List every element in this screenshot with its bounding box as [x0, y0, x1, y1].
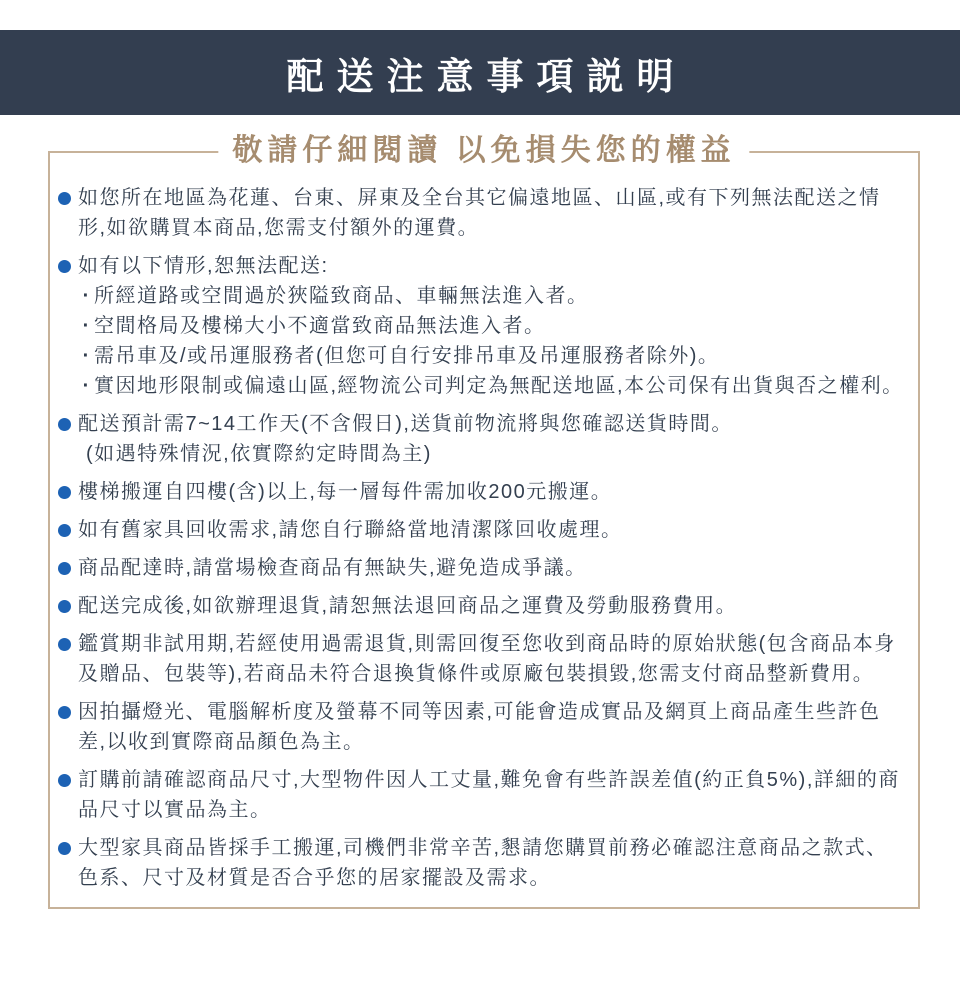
- page-title: 配送注意事項説明: [286, 55, 687, 97]
- notice-legend: 敬請仔細閱讀 以免損失您的權益: [218, 131, 749, 171]
- bullet-icon: [58, 562, 71, 575]
- sub-item: [78, 371, 906, 401]
- item-text: 配送預計需7~14工作天(不含假日),送貨前物流將與您確認送貨時間。: [78, 413, 733, 435]
- item-text: 訂購前請確認商品尺寸,大型物件因人工丈量,難免會有些許誤差值(約正負5%),詳細的商品尺寸以實品為主。: [78, 769, 900, 821]
- item-body: [78, 409, 906, 469]
- dot-icon: ·: [82, 345, 90, 367]
- page: [0, 30, 960, 909]
- bullet-icon: [58, 638, 71, 651]
- dot-icon: ·: [82, 285, 90, 307]
- notice-item: [56, 591, 906, 621]
- notice-box: [48, 134, 920, 909]
- bullet-icon: [58, 774, 71, 787]
- header-bar: [0, 30, 960, 115]
- sub-item: [78, 341, 906, 371]
- notice-item: [56, 629, 906, 689]
- sub-item: [78, 311, 906, 341]
- item-body: [78, 251, 906, 401]
- bullet-icon: [58, 192, 71, 205]
- dot-icon: ·: [82, 315, 90, 337]
- notice-item: [56, 183, 906, 243]
- bullet-icon: [58, 418, 71, 431]
- sub-item-text: 需吊車及/或吊運服務者(但您可自行安排吊車及吊運服務者除外)。: [94, 345, 720, 367]
- bullet-icon: [58, 600, 71, 613]
- notice-item: [56, 765, 906, 825]
- sub-item-text: 所經道路或空間過於狹隘致商品、車輛無法進入者。: [94, 285, 589, 307]
- item-text: 樓梯搬運自四樓(含)以上,每一層每件需加收200元搬運。: [78, 481, 613, 503]
- item-text: 如您所在地區為花蓮、台東、屏東及全台其它偏遠地區、山區,或有下列無法配送之情形,如欲購買本商品,您需支付額外的運費。: [78, 187, 881, 239]
- item-text: 如有以下情形,恕無法配送:: [78, 255, 329, 277]
- item-text: 配送完成後,如欲辦理退貨,請恕無法退回商品之運費及勞動服務費用。: [78, 595, 738, 617]
- bullet-icon: [58, 524, 71, 537]
- notice-item: [56, 697, 906, 757]
- item-note: (如遇特殊情況,依實際約定時間為主): [86, 443, 432, 465]
- bullet-icon: [58, 260, 71, 273]
- notice-item: [56, 515, 906, 545]
- item-text: 因拍攝燈光、電腦解析度及螢幕不同等因素,可能會造成實品及網頁上商品產生些許色差,以收到實際商品顏色為主。: [78, 701, 881, 753]
- notice-item: [56, 553, 906, 583]
- sub-item-text: 實因地形限制或偏遠山區,經物流公司判定為無配送地區,本公司保有出貨與否之權利。: [94, 375, 904, 397]
- dot-icon: ·: [82, 375, 90, 397]
- item-text: 如有舊家具回收需求,請您自行聯絡當地清潔隊回收處理。: [78, 519, 623, 541]
- notice-item: [56, 833, 906, 893]
- notice-item: [56, 409, 906, 469]
- sub-item-text: 空間格局及樓梯大小不適當致商品無法進入者。: [94, 315, 546, 337]
- notice-item: [56, 477, 906, 507]
- bullet-icon: [58, 706, 71, 719]
- bullet-icon: [58, 842, 71, 855]
- item-text: 商品配達時,請當場檢查商品有無缺失,避免造成爭議。: [78, 557, 587, 579]
- bullet-icon: [58, 486, 71, 499]
- sub-item: [78, 281, 906, 311]
- notice-item: [56, 251, 906, 401]
- item-text: 大型家具商品皆採手工搬運,司機們非常辛苦,懇請您購買前務必確認注意商品之款式、色系、尺寸及材質是否合乎您的居家擺設及需求。: [78, 837, 888, 889]
- item-text: 鑑賞期非試用期,若經使用過需退貨,則需回復至您收到商品時的原始狀態(包含商品本身及贈品、包裝等),若商品未符合退換貨條件或原廠包裝損毀,您需支付商品整新費用。: [78, 633, 896, 685]
